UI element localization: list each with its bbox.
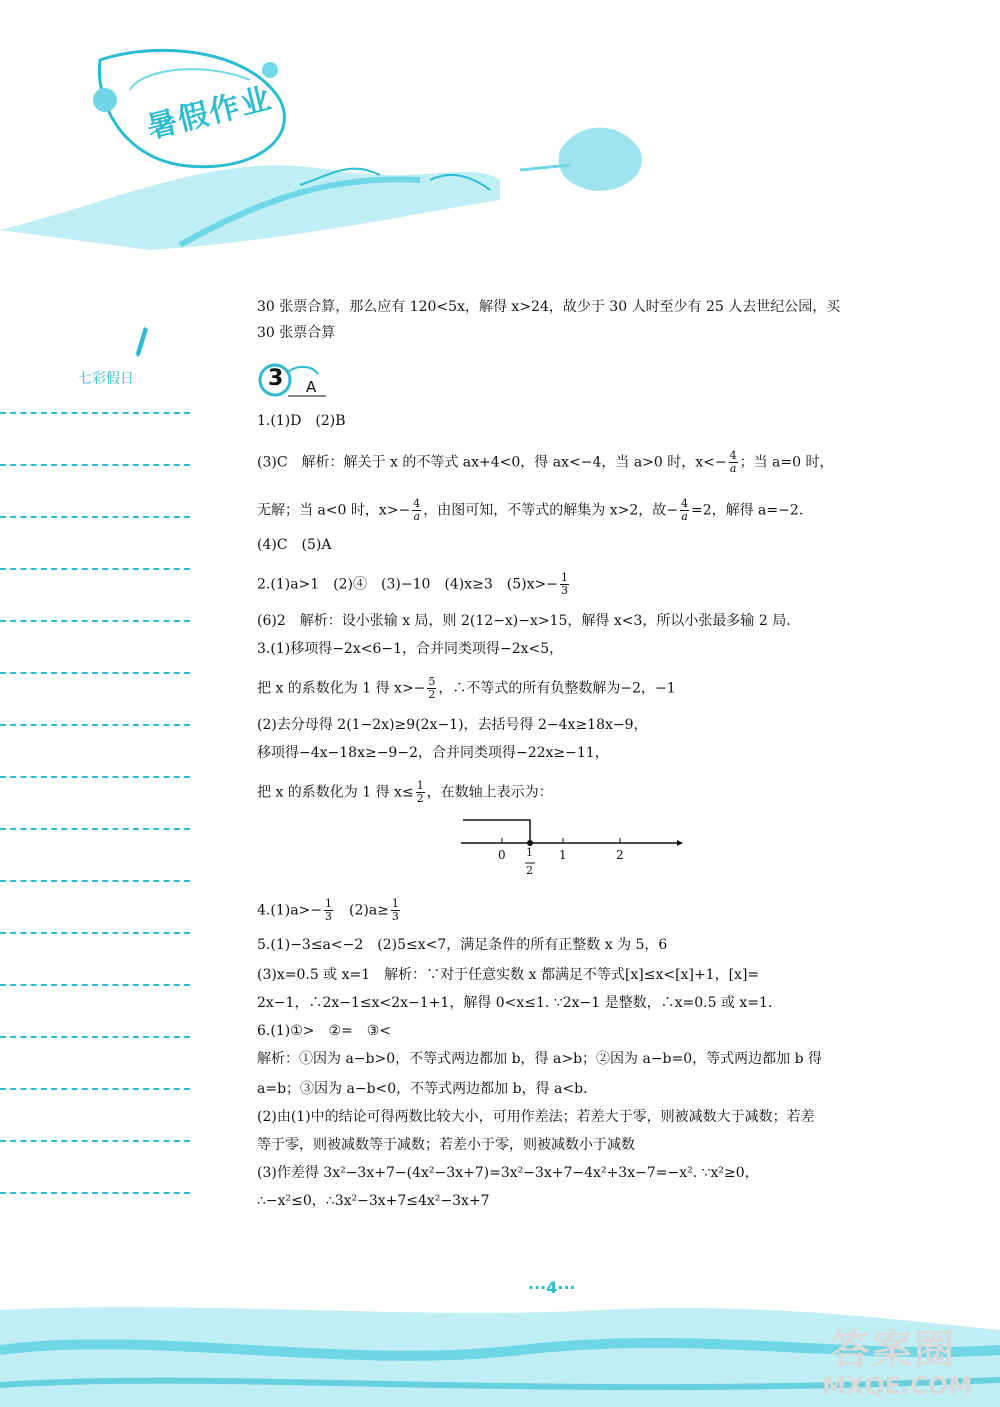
page-number: ···4··· [528,1278,576,1297]
fraction [560,572,569,597]
sidebar-rule [0,516,190,518]
tick-label-half-den: 2 [526,864,533,877]
text-segment: 把 x 的系数化为 1 得 x≤ [257,784,414,801]
sidebar-rule [0,1192,190,1194]
fraction-den: a [681,510,688,523]
fraction [324,898,333,923]
fraction-den: 3 [391,910,399,923]
sidebar-rule [0,1140,190,1142]
fraction [391,898,400,923]
text-line: (6)2 解析：设小张输 x 局，则 2(12−x)−x>15，解得 x<3，所以小张最多输 2 局. [257,613,791,629]
text-segment: ，∴不等式的所有负整数解为−2，−1 [438,680,676,697]
fraction-den: 3 [560,584,568,597]
fraction-num: 4 [413,497,421,510]
sidebar-rule [0,828,190,830]
text-segment: ，由图可知，不等式的解集为 x>2，故− [423,502,678,519]
text-line: 2x−1，∴2x−1≤x<2x−1+1，解得 0<x≤1. ∵2x−1 是整数，∴x=0.5 或 x=1. [257,995,773,1011]
text-line: a=b；③因为 a−b<0，不等式两边都加 b，得 a<b. [257,1081,588,1097]
fraction [427,676,436,701]
text-line [257,498,803,523]
sidebar-rule [0,568,190,570]
number-line [455,815,685,885]
text-segment: 4.(1)a>− [257,902,322,919]
sidebar-rule [0,1088,190,1090]
text-line [257,780,553,805]
tick-label-half-num: 1 [526,846,533,859]
text-line [257,572,571,597]
fraction-num: 5 [428,675,436,688]
text-line: (3)作差得 3x²−3x+7−(4x²−3x+7)=3x²−3x+7−4x²+3x−7=−x². ∵x²≥0， [257,1165,759,1181]
sidebar-rule [0,620,190,622]
sidebar-label: 七彩假日 [78,371,134,387]
text-line: ∴−x²≤0，∴3x²−3x+7≤4x²−3x+7 [257,1193,490,1209]
pen-icon [134,325,150,359]
fraction-num: 1 [416,779,424,792]
text-segment: ，在数轴上表示为： [426,784,553,801]
sidebar-rule [0,1036,190,1038]
section-letter: A [306,378,317,396]
text-line: 5.(1)−3≤a<−2 (2)5≤x<7，满足条件的所有正整数 x 为 5，6 [257,937,668,953]
text-line: 解析：①因为 a−b>0，不等式两边都加 b，得 a>b；②因为 a−b=0，等式两边都加 b 得 [257,1051,823,1067]
fraction-num: 1 [391,897,399,910]
text-line: 1.(1)D (2)B [257,413,346,429]
fraction-den: a [729,462,737,475]
text-line: 3.(1)移项得−2x<6−1，合并同类项得−2x<5， [257,641,564,657]
text-line: 移项得−4x−18x≥−9−2，合并同类项得−22x≥−11， [257,745,609,761]
sidebar-rule [0,724,190,726]
fraction [729,450,738,475]
text-segment: 把 x 的系数化为 1 得 x>− [257,680,426,697]
text-line: 6.(1)①> ②= ③< [257,1023,392,1039]
text-line: (2)去分母得 2(1−2x)≥9(2x−1)，去括号得 2−4x≥18x−9， [257,717,648,733]
sidebar-rule [0,984,190,986]
text-segment: 无解；当 a<0 时，x>− [257,502,411,519]
sidebar-rule [0,412,190,414]
text-line [257,898,402,923]
tick-label-0: 0 [498,848,506,862]
tick-label-2: 2 [616,848,624,862]
text-line: (3)x=0.5 或 x=1 解析：∵对于任意实数 x 都满足不等式[x]≤x<[x]+1，[x]= [257,967,760,983]
watermark-logo: 答案圈 [830,1327,956,1373]
fraction-den: 2 [428,688,436,701]
watermark-url: MXQE.COM [822,1372,973,1400]
text-line: 等于零，则被减数等于减数；若差小于零，则被减数小于减数 [257,1137,635,1153]
fraction [412,498,421,523]
fraction-num: 1 [325,897,332,910]
text-line: 30 张票合算，那么应有 120<5x，解得 x>24，故少于 30 人时至少有 25 人去世纪公园，买 [257,299,841,315]
sidebar-rule [0,880,190,882]
text-segment: 2.(1)a>1 (2)④ (3)−10 (4)x≥3 (5)x>− [257,576,558,593]
fraction-num: 4 [729,449,737,462]
fraction-den: 2 [416,792,424,805]
header-title: 暑假作业 [143,80,277,146]
text-segment: (3)C 解析：解关于 x 的不等式 ax+4<0，得 ax<−4，当 a>0 时，x<− [257,454,727,471]
text-segment: =2，解得 a=−2. [690,502,804,519]
sidebar-rule [0,464,190,466]
section-number: 3 [268,366,284,391]
text-line [257,450,834,475]
fraction-num: 1 [560,571,568,584]
text-segment: (2)a≥ [335,902,389,919]
fraction-den: 3 [325,910,332,923]
text-line [257,676,676,701]
sidebar-rule [0,776,190,778]
fraction-num: 4 [680,497,688,510]
sidebar-rule [0,932,190,934]
text-line: (2)由(1)中的结论可得两数比较大小，可用作差法；若差大于零，则被减数大于减数；若差 [257,1109,815,1125]
sidebar-rule [0,672,190,674]
tick-label-1: 1 [559,848,567,862]
fraction [680,498,689,523]
text-line: (4)C (5)A [257,537,332,553]
text-line: 30 张票合算 [257,325,336,341]
fraction [416,780,425,805]
text-segment: ；当 a=0 时， [739,454,834,471]
fraction-den: a [413,510,421,523]
